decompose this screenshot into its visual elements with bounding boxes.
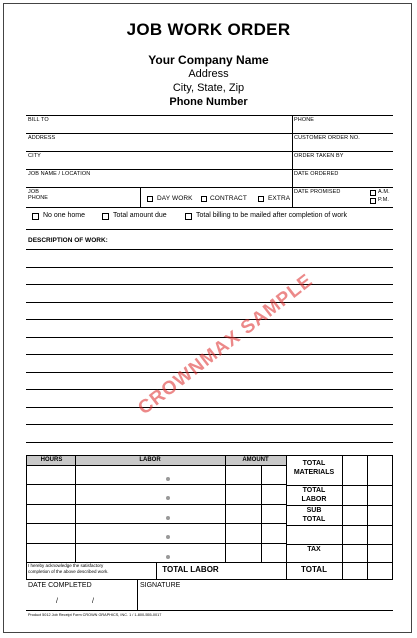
job-label: JOB xyxy=(28,189,39,195)
bill-to-label: BILL TO xyxy=(28,117,49,123)
labor-row-dot xyxy=(166,555,170,559)
hours-header: HOURS xyxy=(40,457,63,463)
date-promised-label: DATE PROMISED xyxy=(294,189,341,195)
acknowledge-line2: completion of the above described work. xyxy=(28,569,109,574)
date-ordered-label: DATE ORDERED xyxy=(294,171,339,177)
work-order-form xyxy=(3,3,412,633)
address-label: ADDRESS xyxy=(28,135,56,141)
total-materials-line1: TOTAL xyxy=(302,460,326,467)
amount-header: AMOUNT xyxy=(242,457,269,463)
labor-row-divider xyxy=(26,504,286,505)
day-work-label: DAY WORK xyxy=(157,195,193,202)
description-line xyxy=(26,319,393,320)
description-line xyxy=(26,424,393,425)
day-work-checkbox[interactable] xyxy=(147,196,153,202)
description-line xyxy=(26,302,393,303)
total-billing-label: Total billing to be mailed after completion of work xyxy=(196,212,347,219)
description-line xyxy=(26,249,393,250)
description-label: DESCRIPTION OF WORK: xyxy=(28,237,108,244)
labor-row-divider xyxy=(26,523,286,524)
company-name: Your Company Name xyxy=(148,53,269,67)
total-billing-checkbox[interactable] xyxy=(185,213,192,220)
extra-label: EXTRA xyxy=(268,195,291,202)
date-slash-2: / xyxy=(92,598,94,605)
sub-total-line1: SUB xyxy=(306,507,322,514)
labor-row-dot xyxy=(166,477,170,481)
total-labor-footer: TOTAL LABOR xyxy=(162,565,219,574)
contract-checkbox[interactable] xyxy=(201,196,207,202)
customer-order-label: CUSTOMER ORDER NO. xyxy=(294,135,360,141)
extra-checkbox[interactable] xyxy=(258,196,264,202)
date-completed-label: DATE COMPLETED xyxy=(28,582,92,589)
total-amount-due-checkbox[interactable] xyxy=(102,213,109,220)
am-label: A.M. xyxy=(378,189,390,195)
order-taken-label: ORDER TAKEN BY xyxy=(294,153,344,159)
job-phone-label: PHONE xyxy=(28,195,49,201)
description-line xyxy=(26,267,393,268)
grand-total-label: TOTAL xyxy=(301,565,327,574)
am-checkbox[interactable] xyxy=(370,190,376,196)
tax-label: TAX xyxy=(307,546,321,553)
labor-header: LABOR xyxy=(139,457,161,463)
product-code: Product 5012 Job Receipt Form CROWN GRAPHICS, INC. 1 / 1-800-555-0017 xyxy=(28,613,162,617)
labor-row-dot xyxy=(166,516,170,520)
job-name-label: JOB NAME / LOCATION xyxy=(28,171,91,177)
phone-label: PHONE xyxy=(294,117,315,123)
company-phone: Phone Number xyxy=(169,96,248,108)
city-label: CITY xyxy=(28,153,41,159)
total-materials-line2: MATERIALS xyxy=(293,469,335,476)
pm-label: P.M. xyxy=(378,197,389,203)
date-slash-1: / xyxy=(56,598,58,605)
description-line xyxy=(26,389,393,390)
no-one-home-checkbox[interactable] xyxy=(32,213,39,220)
pm-checkbox[interactable] xyxy=(370,198,376,204)
company-address: Address xyxy=(188,68,229,80)
total-amount-due-label: Total amount due xyxy=(113,212,167,219)
description-line xyxy=(26,337,393,338)
sub-total-line2: TOTAL xyxy=(302,516,326,523)
labor-row-divider xyxy=(26,484,286,485)
labor-row-divider xyxy=(26,543,286,544)
company-city: City, State, Zip xyxy=(172,82,245,94)
description-line xyxy=(26,442,393,443)
watermark: CROWNMAX SAMPLE xyxy=(134,269,318,420)
acknowledge-line1: I hereby acknowledge the satisfactory xyxy=(28,563,104,568)
form-title: JOB WORK ORDER xyxy=(126,20,291,39)
contract-label: CONTRACT xyxy=(210,195,247,202)
total-labor-line1: TOTAL xyxy=(302,487,326,494)
total-labor-line2: LABOR xyxy=(301,496,327,503)
description-line xyxy=(26,284,393,285)
no-one-home-label: No one home xyxy=(43,212,86,219)
description-line xyxy=(26,407,393,408)
signature-label: SIGNATURE xyxy=(140,582,181,589)
